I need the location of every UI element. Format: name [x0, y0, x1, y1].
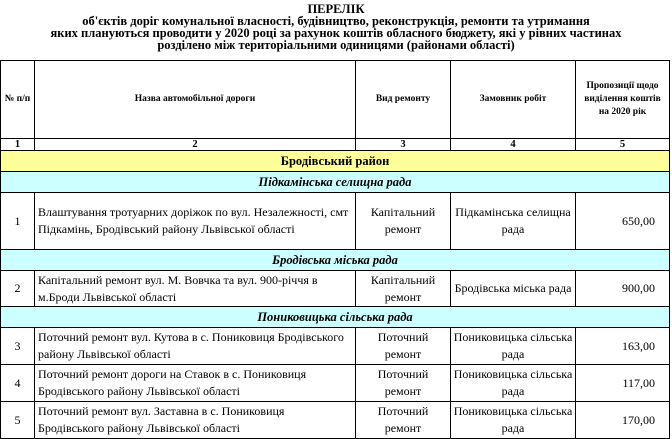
customer: Пониковицька сільська рада: [451, 328, 576, 365]
row-number: 5: [1, 402, 35, 439]
amount: 117,00: [576, 365, 670, 402]
road-name: Капітальний ремонт вул. М. Вовчка та вул. 900-річчя в м.Броди Львівської області: [35, 271, 356, 307]
column-number: 4: [451, 139, 576, 151]
table-row: [1, 402, 670, 439]
customer: Підкамінська селищна рада: [451, 193, 576, 250]
header-no: № п/п: [1, 61, 35, 139]
column-number: 3: [356, 139, 451, 151]
roads-table: [0, 60, 670, 439]
council-name: Підкамінська селищна рада: [1, 172, 670, 193]
customer: Пониковицька сільська рада: [451, 402, 576, 439]
column-number-row: [1, 139, 670, 151]
amount: 170,00: [576, 402, 670, 439]
customer: Пониковицька сільська рада: [451, 365, 576, 402]
table-row: [1, 365, 670, 402]
district-name: Бродівський район: [1, 151, 670, 172]
heading-line-3: яких плануються проводити у 2020 році за рахунок коштів обласного бюджету, які у рівних частинах: [50, 26, 622, 40]
row-number: 1: [1, 193, 35, 250]
row-number: 4: [1, 365, 35, 402]
column-number: 1: [1, 139, 35, 151]
customer: Бродівська міська рада: [451, 271, 576, 307]
document-heading: [0, 0, 672, 60]
council-row: [1, 307, 670, 328]
heading-title: ПЕРЕЛІК: [307, 2, 365, 16]
district-row: [1, 151, 670, 172]
road-name: Поточний ремонт вул. Заставна в с. Пониковиця Бродівського району Львівської області: [35, 402, 356, 439]
header-repair-type: Вид ремонту: [356, 61, 451, 139]
repair-type: Капітальний ремонт: [356, 271, 451, 307]
council-row: [1, 172, 670, 193]
amount: 650,00: [576, 193, 670, 250]
amount: 163,00: [576, 328, 670, 365]
road-name: Поточний ремонт дороги на Ставок в с. Пониковиця Бродівського району Львівської області: [35, 365, 356, 402]
row-number: 3: [1, 328, 35, 365]
header-amount: Пропозиції щодо виділення коштів на 2020 рік: [576, 61, 670, 139]
road-name: Поточний ремонт вул. Кутова в с. Пониковиця Бродівського району Львівської області: [35, 328, 356, 365]
heading-line-2: об'єктів доріг комунальної власності, будівництво, реконструкція, ремонти та утримання: [82, 14, 590, 28]
council-row: [1, 250, 670, 271]
repair-type: Поточний ремонт: [356, 402, 451, 439]
heading-line-4: розділено між територіальними одиницями (районами області): [157, 38, 515, 52]
column-number: 2: [35, 139, 356, 151]
row-number: 2: [1, 271, 35, 307]
road-name: Влаштування тротуарних доріжок по вул. Незалежності, смт Підкамінь, Бродівський району Львівської області: [35, 193, 356, 250]
repair-type: Поточний ремонт: [356, 328, 451, 365]
council-name: Пониковицька сільська рада: [1, 307, 670, 328]
table-row: [1, 193, 670, 250]
repair-type: Поточний ремонт: [356, 365, 451, 402]
header-road-name: Назва автомобільної дороги: [35, 61, 356, 139]
table-row: [1, 271, 670, 307]
table-header-row: [1, 61, 670, 139]
header-customer: Замовник робіт: [451, 61, 576, 139]
table-row: [1, 328, 670, 365]
amount: 900,00: [576, 271, 670, 307]
column-number: 5: [576, 139, 670, 151]
repair-type: Капітальний ремонт: [356, 193, 451, 250]
council-name: Бродівська міська рада: [1, 250, 670, 271]
